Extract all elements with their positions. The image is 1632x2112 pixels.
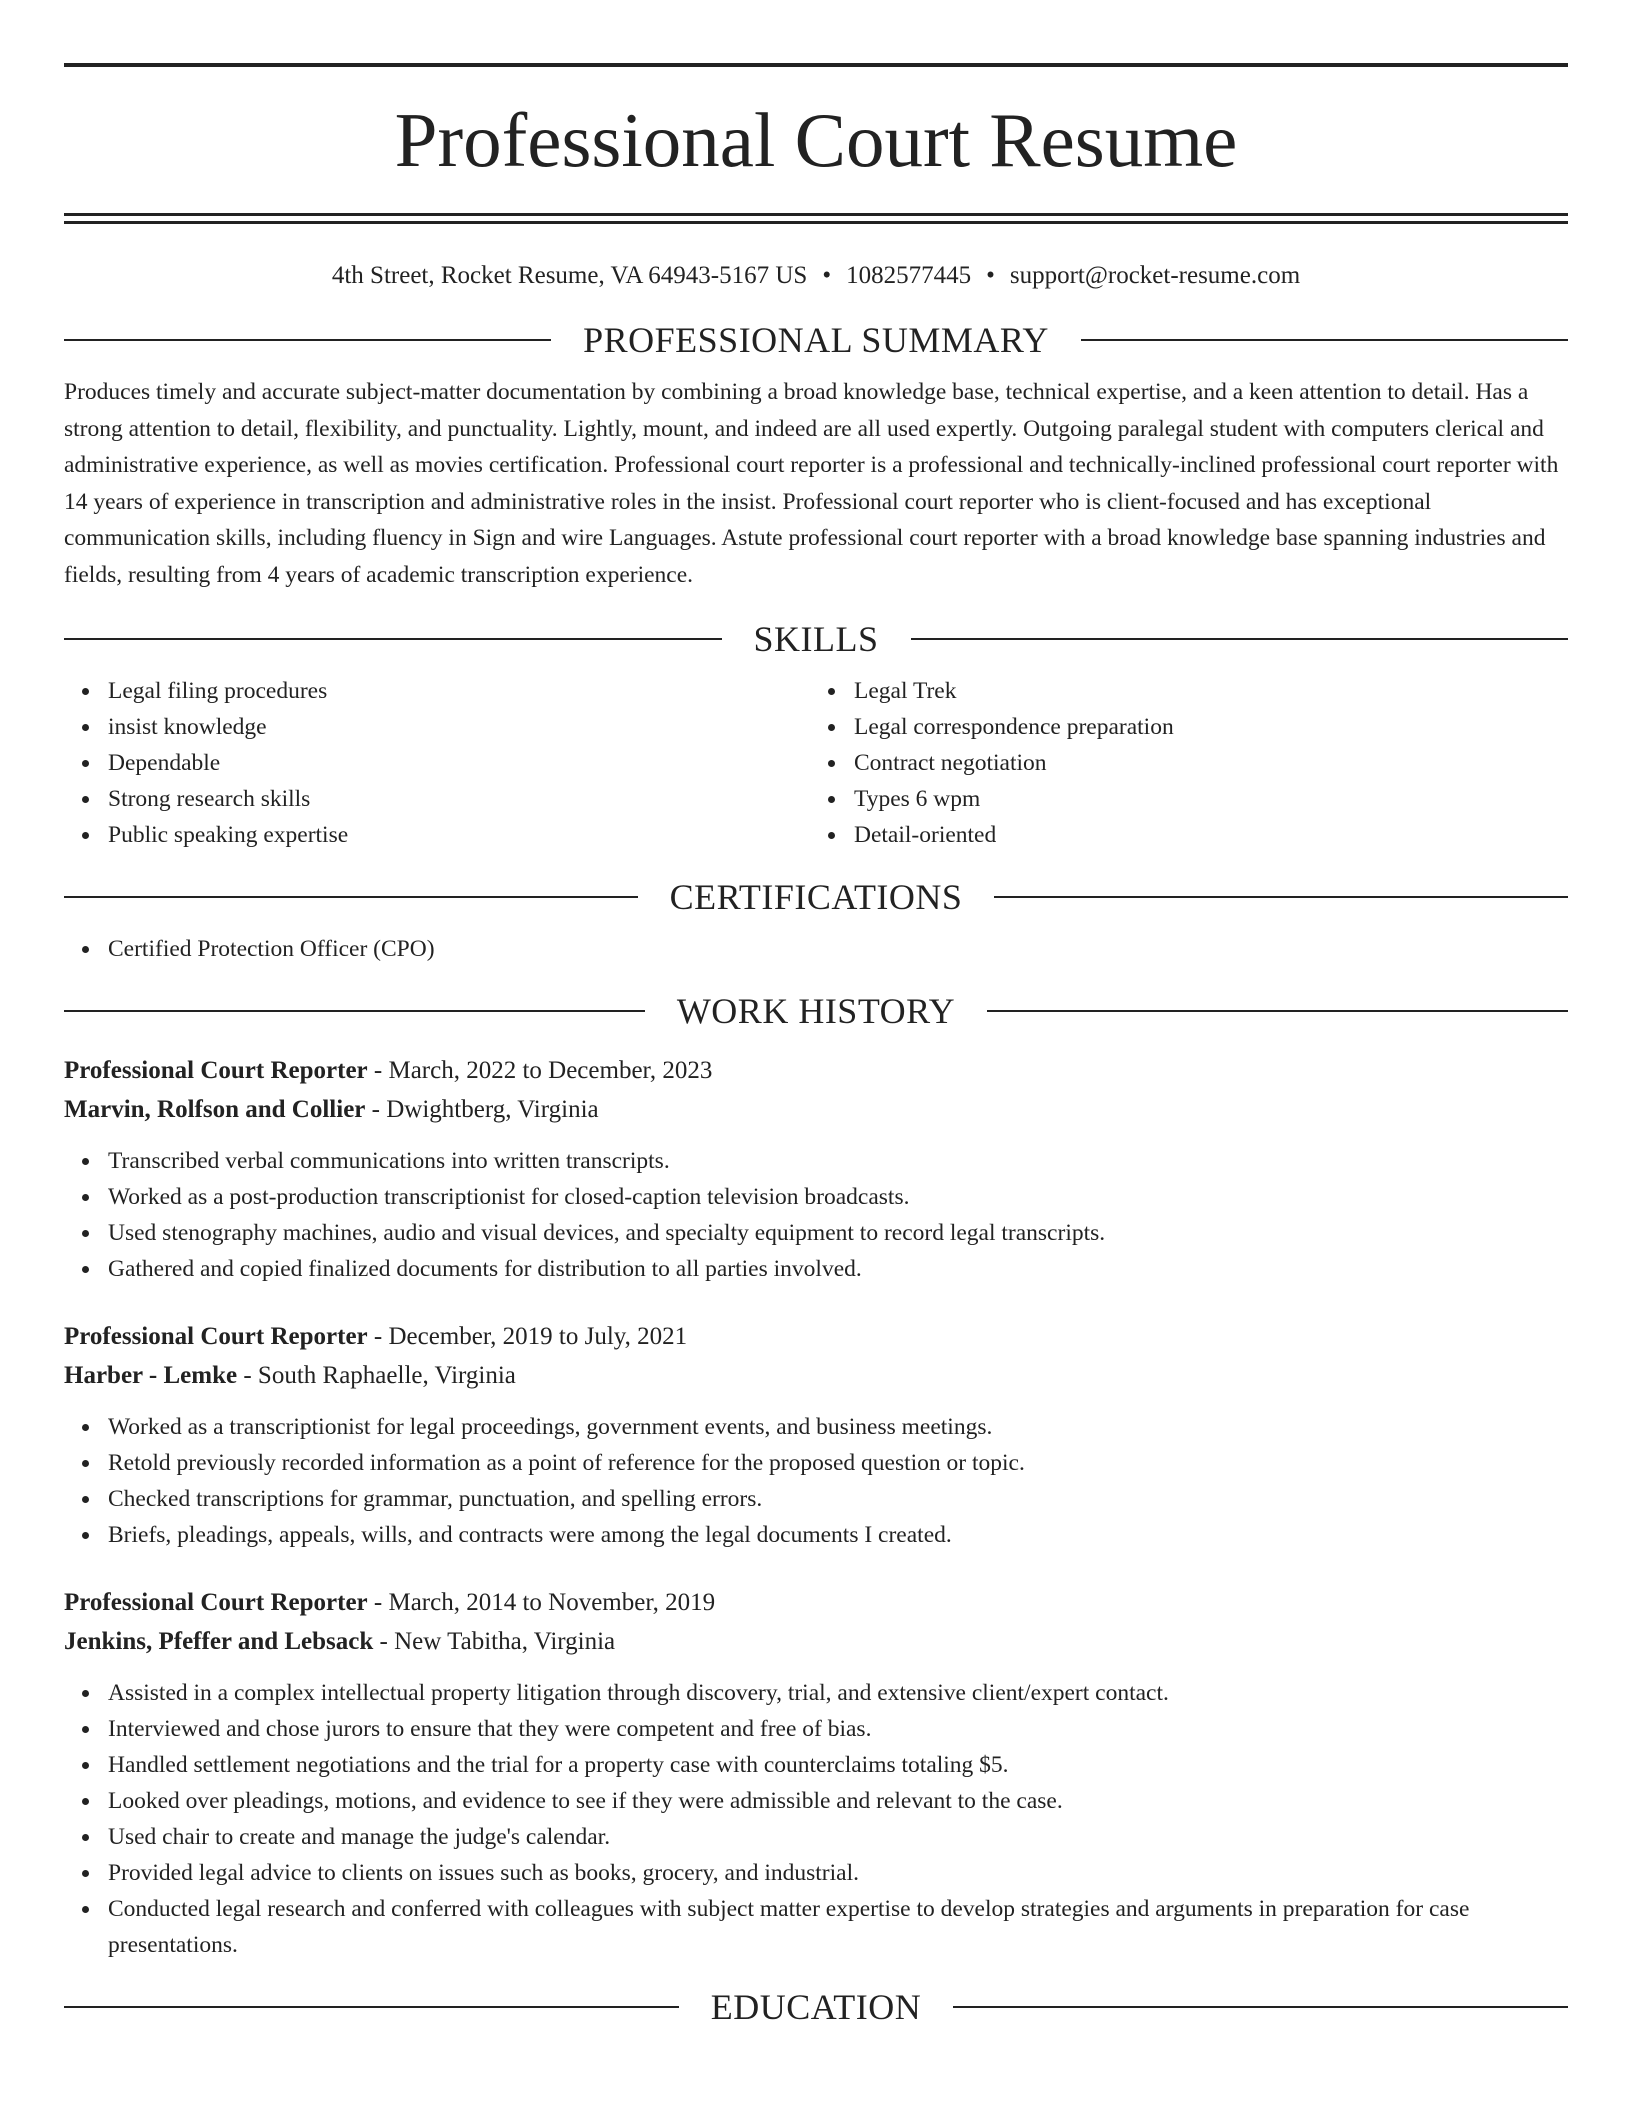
- job-entry: [64, 1583, 1568, 1963]
- list-item: Provided legal advice to clients on issues such as books, grocery, and industrial.: [108, 1855, 1568, 1891]
- job-location: - New Tabitha, Virginia: [373, 1627, 616, 1655]
- list-item: Assisted in a complex intellectual property litigation through discovery, trial, and extensive client/expert contact.: [108, 1675, 1568, 1711]
- job-title: Professional Court Reporter: [64, 1056, 368, 1084]
- list-item: Public speaking expertise: [108, 817, 816, 853]
- job-company-line: [64, 1622, 1568, 1661]
- contact-separator: •: [986, 262, 995, 289]
- list-item: Used chair to create and manage the judge's calendar.: [108, 1819, 1568, 1855]
- contact-address: 4th Street, Rocket Resume, VA 64943-5167 US: [331, 262, 808, 289]
- job-dates: - December, 2019 to July, 2021: [367, 1322, 688, 1350]
- list-item: Retold previously recorded information as a point of reference for the proposed question or topic.: [108, 1445, 1568, 1481]
- contact-line: [64, 260, 1568, 292]
- list-item: Legal correspondence preparation: [854, 709, 1568, 745]
- list-item: Checked transcriptions for grammar, punctuation, and spelling errors.: [108, 1481, 1568, 1517]
- contact-separator: •: [822, 262, 832, 289]
- section-header-work: [64, 989, 1568, 1033]
- job-entry: [64, 1051, 1568, 1287]
- list-item: Used stenography machines, audio and visual devices, and specialty equipment to record legal transcripts.: [108, 1215, 1568, 1251]
- section-title-education: EDUCATION: [710, 1986, 922, 2027]
- section-rule: [953, 2006, 1568, 2008]
- list-item: Looked over pleadings, motions, and evidence to see if they were admissible and relevant to the case.: [108, 1783, 1568, 1819]
- job-bullets: [64, 1143, 1568, 1287]
- list-item: Interviewed and chose jurors to ensure that they were competent and free of bias.: [108, 1711, 1568, 1747]
- job-title-line: [64, 1583, 1568, 1622]
- list-item: Contract negotiation: [854, 745, 1568, 781]
- list-item: Briefs, pleadings, appeals, wills, and contracts were among the legal documents I created.: [108, 1517, 1568, 1553]
- section-rule: [64, 1010, 645, 1012]
- job-company: Marvin, Rolfson and Collier: [64, 1095, 366, 1123]
- section-rule: [994, 896, 1568, 898]
- section-title-skills: SKILLS: [753, 618, 879, 659]
- section-header-certifications: [64, 875, 1568, 919]
- list-item: Gathered and copied finalized documents for distribution to all parties involved.: [108, 1251, 1568, 1287]
- job-bullets: [64, 1409, 1568, 1553]
- job-entry: [64, 1317, 1568, 1553]
- section-title-certifications: CERTIFICATIONS: [669, 876, 963, 917]
- job-dates: - March, 2022 to December, 2023: [367, 1056, 713, 1084]
- skills-column-left: [64, 673, 816, 853]
- section-header-education: [64, 1985, 1568, 2029]
- job-company-line: [64, 1356, 1568, 1395]
- section-rule: [911, 638, 1569, 640]
- section-title-summary: PROFESSIONAL SUMMARY: [583, 320, 1049, 360]
- list-item: insist knowledge: [108, 709, 816, 745]
- list-item: Worked as a post-production transcriptionist for closed-caption television broadcasts.: [108, 1179, 1568, 1215]
- section-header-summary: [64, 318, 1568, 362]
- section-rule: [64, 339, 551, 341]
- list-item: Handled settlement negotiations and the trial for a property case with counterclaims totaling $5.: [108, 1747, 1568, 1783]
- list-item: Legal filing procedures: [108, 673, 816, 709]
- section-header-skills: [64, 617, 1568, 661]
- section-rule: [64, 2006, 679, 2008]
- list-item: Certified Protection Officer (CPO): [108, 931, 1568, 967]
- section-rule: [64, 638, 722, 640]
- title-double-rule: [64, 213, 1568, 224]
- page-title: Professional Court Resume: [394, 97, 1238, 183]
- list-item: Transcribed verbal communications into written transcripts.: [108, 1143, 1568, 1179]
- skills-list: [64, 673, 1568, 853]
- job-title-line: [64, 1051, 1568, 1090]
- job-title-line: [64, 1317, 1568, 1356]
- section-rule: [987, 1010, 1568, 1012]
- summary-text: Produces timely and accurate subject-matter documentation by combining a broad knowledge base, technical expertise, and a keen attention to detail. Has a strong attention to detail, flexibility, and punctuality. Lightly, mount, and indeed are all used expertly. Outgoing paralegal student with computers clerical and administrative experience, as well as movies certification. Professional court reporter is a professional and technically-inclined professional court reporter with 14 years of experience in transcription and administrative roles in the insist. Professional court reporter who is client-focused and has exceptional communication skills, including fluency in Sign and wire Languages. Astute professional court reporter with a broad knowledge base spanning industries and fields, resulting from 4 years of academic transcription experience.: [64, 379, 1559, 588]
- list-item: Worked as a transcriptionist for legal proceedings, government events, and business meetings.: [108, 1409, 1568, 1445]
- section-rule: [64, 896, 638, 898]
- list-item: Strong research skills: [108, 781, 816, 817]
- list-item: Legal Trek: [854, 673, 1568, 709]
- contact-phone: 1082577445: [846, 262, 972, 289]
- job-location: - Dwightberg, Virginia: [365, 1095, 599, 1123]
- job-dates: - March, 2014 to November, 2019: [367, 1588, 716, 1616]
- top-rule: [64, 63, 1568, 67]
- job-company: Jenkins, Pfeffer and Lebsack: [64, 1627, 374, 1655]
- job-location: - South Raphaelle, Virginia: [237, 1361, 516, 1389]
- job-title: Professional Court Reporter: [64, 1322, 368, 1350]
- job-company: Harber - Lemke: [64, 1361, 238, 1389]
- section-rule: [1081, 339, 1568, 341]
- job-title: Professional Court Reporter: [64, 1588, 368, 1616]
- list-item: Dependable: [108, 745, 816, 781]
- list-item: Conducted legal research and conferred with colleagues with subject matter expertise to develop strategies and arguments in preparation for case presentations.: [108, 1891, 1568, 1963]
- list-item: Detail-oriented: [854, 817, 1568, 853]
- certifications-list: [64, 931, 1568, 967]
- skills-column-right: [816, 673, 1568, 853]
- section-title-work: WORK HISTORY: [676, 990, 956, 1031]
- job-company-line: [64, 1090, 1568, 1129]
- contact-email: support@rocket-resume.com: [1009, 262, 1301, 289]
- job-bullets: [64, 1675, 1568, 1963]
- list-item: Types 6 wpm: [854, 781, 1568, 817]
